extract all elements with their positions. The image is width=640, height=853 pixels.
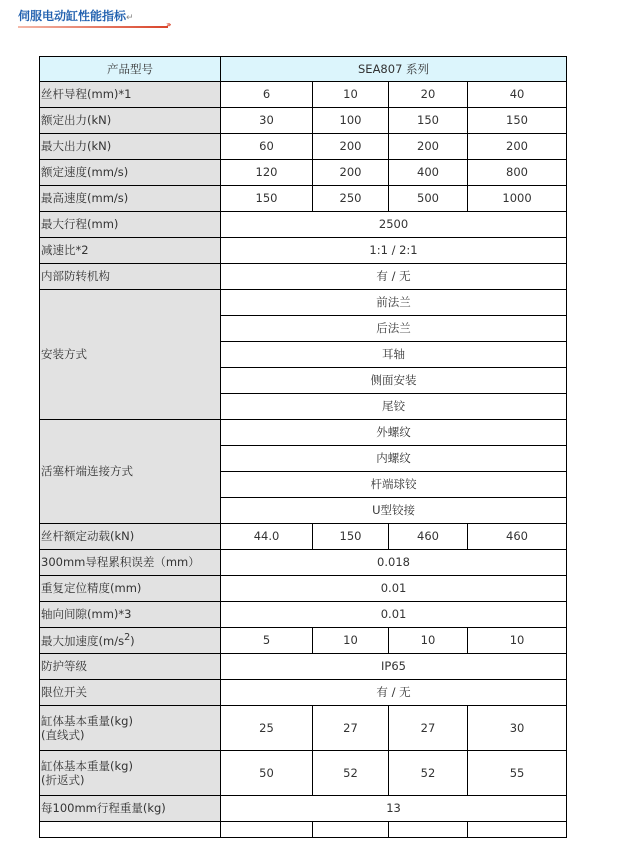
table-row — [40, 576, 567, 602]
cell-value: 10 — [389, 628, 468, 654]
table-row — [40, 751, 567, 796]
table-row — [40, 290, 567, 316]
table-row — [40, 524, 567, 550]
table-row — [40, 212, 567, 238]
table-row — [40, 628, 567, 654]
option-cell: U型铰接 — [221, 498, 567, 524]
cell-value: 30 — [221, 108, 313, 134]
row-label: 防护等级 — [40, 654, 221, 680]
row-label: 活塞杆端连接方式 — [40, 420, 221, 524]
cell-value: 10 — [468, 628, 567, 654]
header-label: 产品型号 — [40, 57, 221, 82]
table-row — [40, 796, 567, 822]
cell-value: 30 — [468, 706, 567, 751]
empty-cell — [389, 822, 468, 838]
cell-value: 40 — [468, 82, 567, 108]
cell-value: 20 — [389, 82, 468, 108]
row-label: 最大出力(kN) — [40, 134, 221, 160]
empty-cell — [468, 822, 567, 838]
cell-value: 52 — [313, 751, 389, 796]
row-label: 缸体基本重量(kg) (折返式) — [40, 751, 221, 796]
cell-value: 0.018 — [221, 550, 567, 576]
cell-value: 0.01 — [221, 576, 567, 602]
spec-table — [39, 56, 567, 838]
table-row — [40, 82, 567, 108]
row-label: 最大加速度$(m/s^2)$ — [40, 628, 221, 654]
cell-value: 150 — [221, 186, 313, 212]
cell-value: 10 — [313, 628, 389, 654]
row-label: 重复定位精度(mm) — [40, 576, 221, 602]
row-label: 减速比*2 — [40, 238, 221, 264]
cell-value: 200 — [389, 134, 468, 160]
table-row — [40, 680, 567, 706]
option-cell: 内螺纹 — [221, 446, 567, 472]
table-row — [40, 264, 567, 290]
cell-value: 150 — [468, 108, 567, 134]
option-cell: 外螺纹 — [221, 420, 567, 446]
option-cell: 尾铰 — [221, 394, 567, 420]
cell-value: 52 — [389, 751, 468, 796]
cell-value: 150 — [389, 108, 468, 134]
underline-arrows: ››› — [166, 20, 170, 29]
row-label: 缸体基本重量(kg) (直线式) — [40, 706, 221, 751]
header-value: SEA807 系列 — [221, 57, 567, 82]
cell-value: 1:1 / 2:1 — [221, 238, 567, 264]
table-row — [40, 602, 567, 628]
cell-value: 500 — [389, 186, 468, 212]
cell-value: 200 — [468, 134, 567, 160]
cell-value: IP65 — [221, 654, 567, 680]
empty-cell — [40, 822, 221, 838]
cell-value: 120 — [221, 160, 313, 186]
table-row — [40, 108, 567, 134]
empty-row — [40, 822, 567, 838]
table-row — [40, 160, 567, 186]
row-label: 内部防转机构 — [40, 264, 221, 290]
cell-value: 200 — [313, 160, 389, 186]
table-row — [40, 186, 567, 212]
cell-value: 有 / 无 — [221, 264, 567, 290]
cell-value: 27 — [389, 706, 468, 751]
table-row — [40, 706, 567, 751]
cell-value: 460 — [389, 524, 468, 550]
cell-value: 6 — [221, 82, 313, 108]
section-title: 伺服电动缸性能指标↵ — [18, 9, 134, 23]
cell-value: 27 — [313, 706, 389, 751]
cell-value: 200 — [313, 134, 389, 160]
table-row — [40, 420, 567, 446]
table-row — [40, 238, 567, 264]
row-label: 丝杆额定动载(kN) — [40, 524, 221, 550]
cell-value: 400 — [389, 160, 468, 186]
title-underline — [18, 26, 168, 28]
cell-value: 460 — [468, 524, 567, 550]
option-cell: 后法兰 — [221, 316, 567, 342]
cell-value: 2500 — [221, 212, 567, 238]
option-cell: 前法兰 — [221, 290, 567, 316]
cell-value: 有 / 无 — [221, 680, 567, 706]
pilcrow-mark: ↵ — [126, 13, 134, 23]
cell-value: 25 — [221, 706, 313, 751]
option-cell: 侧面安装 — [221, 368, 567, 394]
row-label: 最大行程(mm) — [40, 212, 221, 238]
cell-value: 44.0 — [221, 524, 313, 550]
row-label: 丝杆导程(mm)*1 — [40, 82, 221, 108]
row-label: 300mm导程累积误差（mm） — [40, 550, 221, 576]
table-header-row — [40, 57, 567, 82]
cell-value: 1000 — [468, 186, 567, 212]
row-label: 安装方式 — [40, 290, 221, 420]
cell-value: 13 — [221, 796, 567, 822]
option-cell: 耳轴 — [221, 342, 567, 368]
row-label: 每100mm行程重量(kg) — [40, 796, 221, 822]
cell-value: 0.01 — [221, 602, 567, 628]
cell-value: 800 — [468, 160, 567, 186]
row-label: 最高速度(mm/s) — [40, 186, 221, 212]
cell-value: 60 — [221, 134, 313, 160]
cell-value: 10 — [313, 82, 389, 108]
row-label: 轴向间隙(mm)*3 — [40, 602, 221, 628]
table-row — [40, 654, 567, 680]
row-label: 额定速度(mm/s) — [40, 160, 221, 186]
cell-value: 55 — [468, 751, 567, 796]
table-row — [40, 134, 567, 160]
table-row — [40, 550, 567, 576]
row-label: 额定出力(kN) — [40, 108, 221, 134]
empty-cell — [313, 822, 389, 838]
option-cell: 杆端球铰 — [221, 472, 567, 498]
cell-value: 250 — [313, 186, 389, 212]
row-label: 限位开关 — [40, 680, 221, 706]
cell-value: 150 — [313, 524, 389, 550]
empty-cell — [221, 822, 313, 838]
cell-value: 50 — [221, 751, 313, 796]
cell-value: 100 — [313, 108, 389, 134]
cell-value: 5 — [221, 628, 313, 654]
